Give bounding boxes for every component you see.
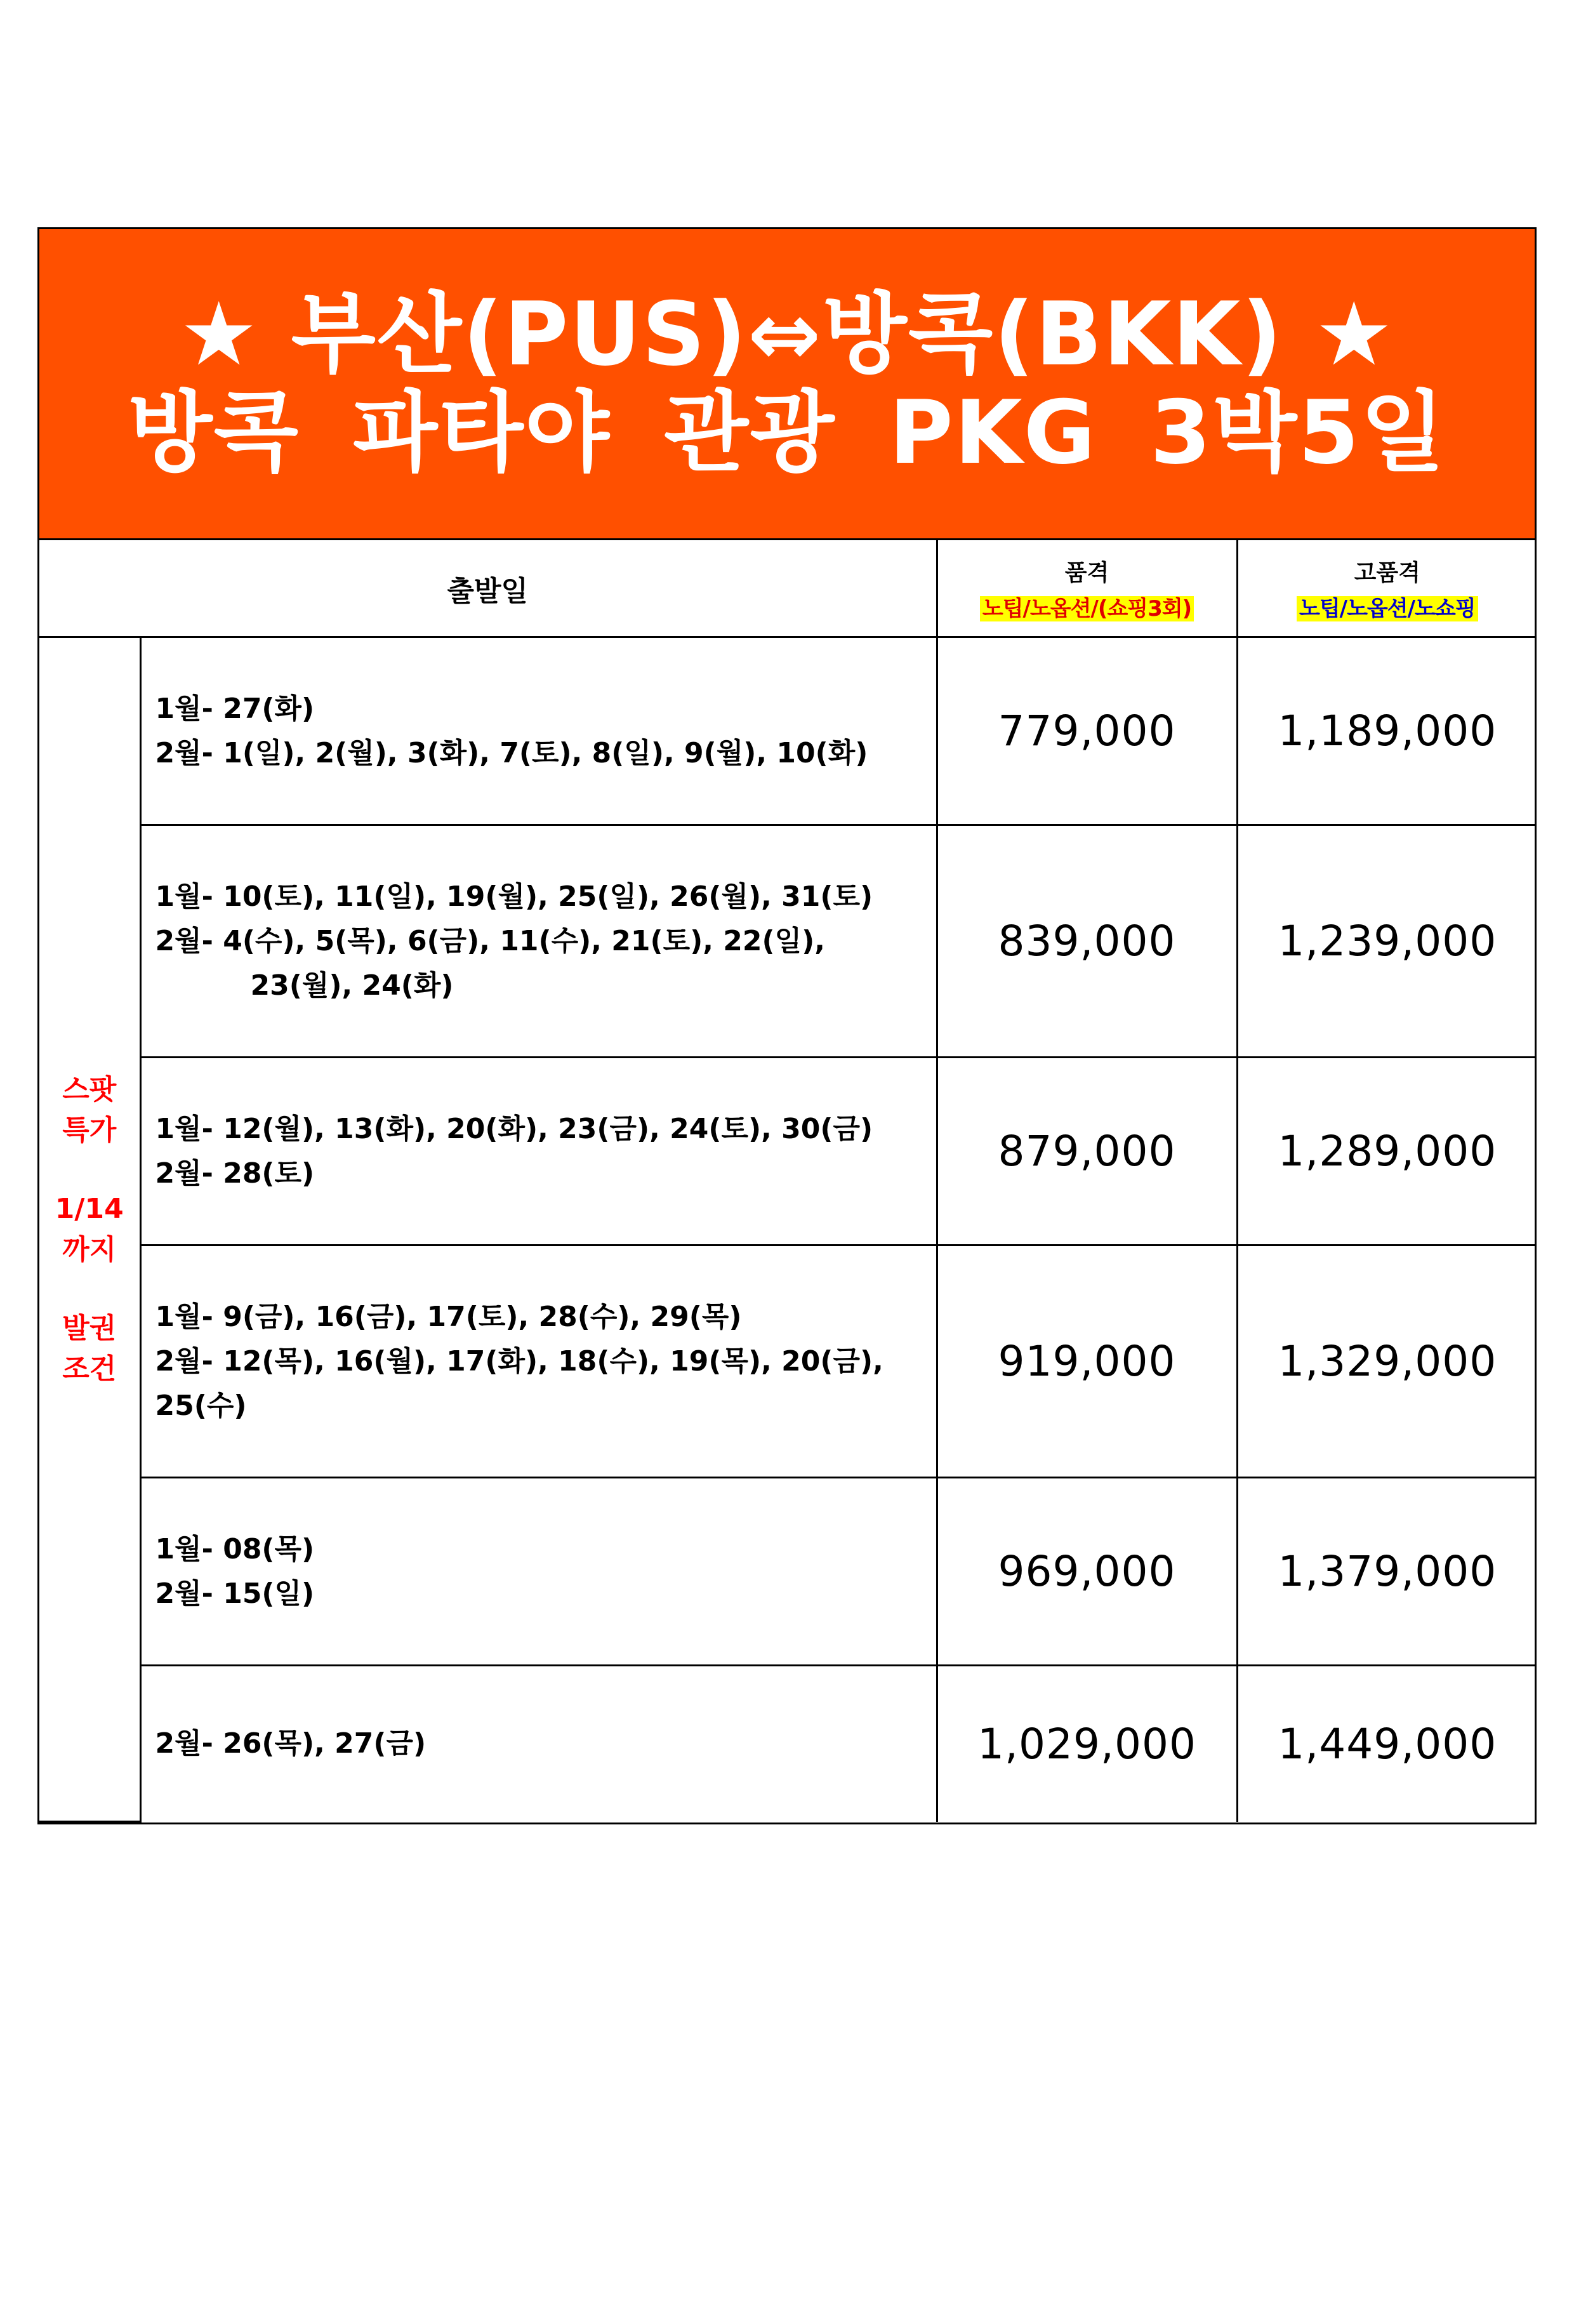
title-banner [39,229,1535,540]
premium-price: 1,379,000 [1237,1478,1537,1666]
date-line: 2월- 26(목), 27(금) [155,1727,427,1760]
departure-dates [140,825,937,1058]
standard-price: 879,000 [937,1058,1237,1245]
date-line: 25(수) [155,1389,247,1422]
premium-price: 1,189,000 [1237,637,1537,825]
premium-price: 1,239,000 [1237,825,1537,1058]
standard-price: 919,000 [937,1245,1237,1478]
side-note-line: 조건 [62,1352,117,1385]
table-row [39,1478,1537,1666]
table-row [39,1245,1537,1478]
date-line: 1월- 9(금), 16(금), 17(토), 28(수), 29(목) [155,1300,742,1333]
fare-table [39,540,1537,1823]
departure-dates [140,1478,937,1666]
header-standard-tag: 노팁/노옵션/(쇼핑3회) [980,596,1194,621]
date-line: 1월- 08(목) [155,1532,315,1565]
date-line: 1월- 12(월), 13(화), 20(화), 23(금), 24(토), 30(금) [155,1112,873,1145]
date-line: 23(월), 24(화) [250,969,454,1002]
banner-route: ★ 부산(PUS)⇔방콕(BKK) ★ [179,282,1395,385]
side-note [39,637,140,1822]
date-line: 1월- 10(토), 11(일), 19(월), 25(일), 26(월), 31(토) [155,880,873,913]
table-row [39,637,1537,825]
standard-price: 779,000 [937,637,1237,825]
departure-dates [140,1666,937,1822]
departure-dates [140,1058,937,1245]
standard-price: 839,000 [937,825,1237,1058]
standard-price: 1,029,000 [937,1666,1237,1822]
date-line: 1월- 27(화) [155,692,315,725]
departure-dates [140,1245,937,1478]
standard-price: 969,000 [937,1478,1237,1666]
side-note-line: 스팟 [62,1073,117,1106]
banner-package: 방콕 파타야 관광 PKG 3박5일 [128,381,1446,484]
header-premium-cell [1237,540,1537,637]
date-line: 2월- 1(일), 2(월), 3(화), 7(토), 8(일), 9(월), 10(화) [155,736,868,769]
table-row [39,1666,1537,1822]
side-note-line: 특가 [62,1113,117,1146]
fare-sheet [37,227,1537,1824]
table-row [39,1058,1537,1245]
date-line: 2월- 28(토) [155,1157,315,1190]
header-departure: 출발일 [447,574,529,608]
departure-dates [140,637,937,825]
header-departure-cell [39,540,937,637]
date-line: 2월- 15(일) [155,1577,315,1610]
side-note-line: 1/14 [55,1192,124,1225]
header-standard-title: 품격 [1064,559,1109,586]
header-standard-cell [937,540,1237,637]
header-premium-tag: 노팁/노옵션/노쇼핑 [1297,596,1478,621]
premium-price: 1,289,000 [1237,1058,1537,1245]
side-note-line: 까지 [62,1233,117,1266]
table-header-row [39,540,1537,637]
premium-price: 1,329,000 [1237,1245,1537,1478]
date-line: 2월- 4(수), 5(목), 6(금), 11(수), 21(토), 22(일), [155,924,825,957]
header-premium-title: 고품격 [1354,559,1420,586]
side-note-line: 발권 [62,1311,117,1345]
premium-price: 1,449,000 [1237,1666,1537,1822]
table-row [39,825,1537,1058]
date-line: 2월- 12(목), 16(월), 17(화), 18(수), 19(목), 20(금), [155,1345,883,1378]
